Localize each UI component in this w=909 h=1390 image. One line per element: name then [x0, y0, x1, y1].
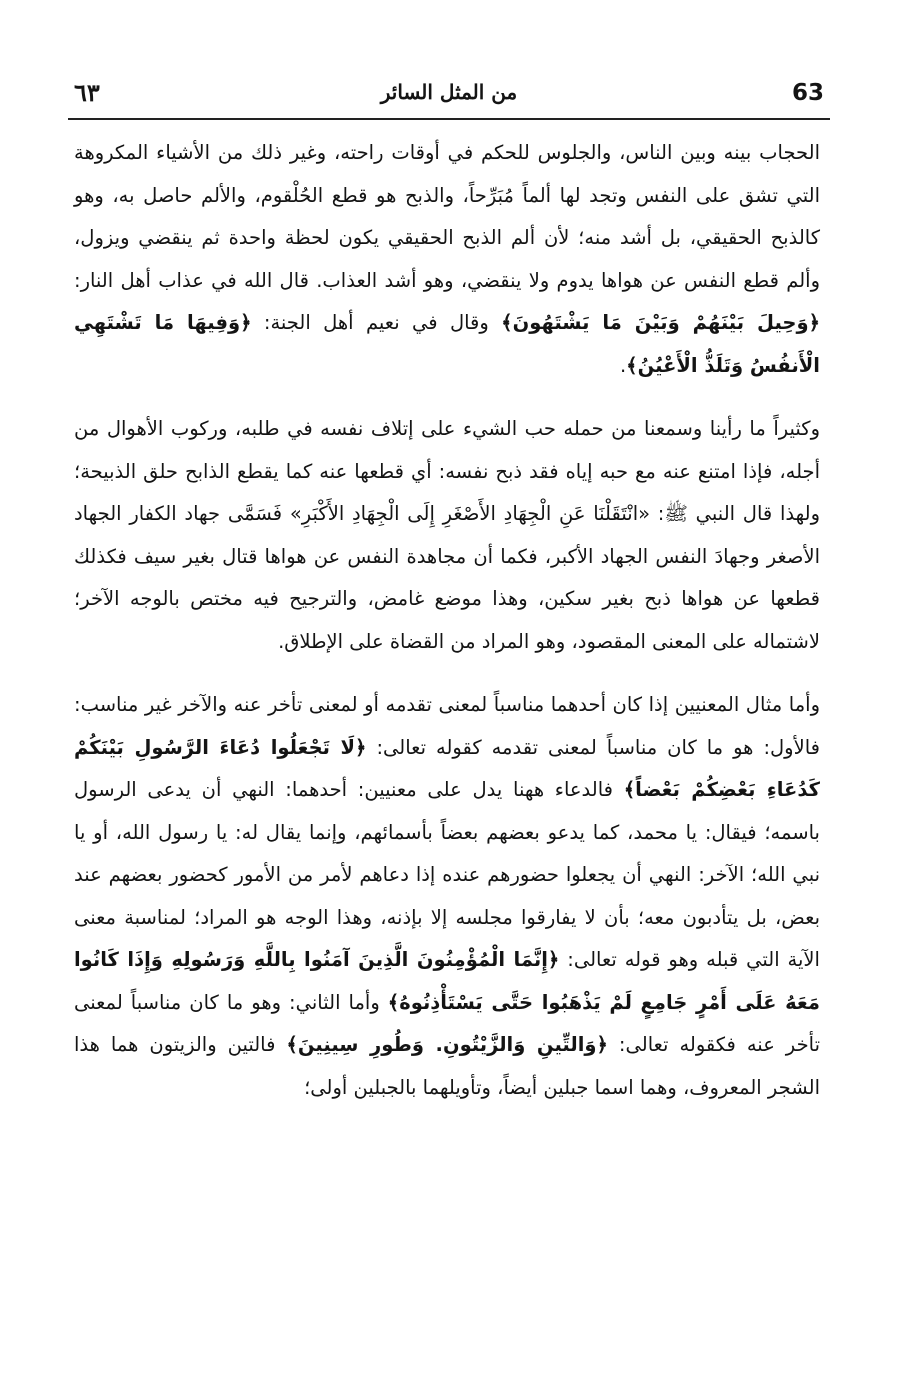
running-title: من المثل السائر [380, 80, 518, 104]
text-segment: وكثيراً ما رأينا وسمعنا من حمله حب الشيء على إتلاف نفسه في طلبه، وركوب الأهوال من أجله، فإذا امتنع عنه مع حبه إياه فقد ذبح نفسه: أي قطعها عنه كما يقطع الذابح حلق الذبيحة؛ ولهذا قال النبي ﷺ: «انْتَقَلْنَا عَنِ الْجِهَادِ الأَصْغَرِ إِلَى الْجِهَادِ الأَكْبَرِ» فَسَمَّى جهاد الكفار الجهاد الأصغر وجهادَ النفس الجهاد الأكبر، فكما أن مجاهدة النفس عن هواها قتال بغير سيف فكذلك قطعها عن هواها ذبح بغير سكين، وهذا موضع غامض، والترجيح فيه مختص بالوجه الآخر؛ لاشتماله على المعنى المقصود، وهو المراد من القضاة على الإطلاق. [74, 417, 820, 653]
paragraph [74, 132, 820, 387]
quran-quote: ﴿وَالتِّينِ وَالزَّيْتُونِ. وَطُورِ سِينِينَ﴾ [286, 1033, 608, 1056]
quran-quote: ﴿وَحِيلَ بَيْنَهُمْ وَبَيْنَ مَا يَشْتَهُونَ﴾ [501, 311, 821, 334]
body-text [74, 132, 820, 1109]
paragraph [74, 408, 820, 663]
paragraph [74, 684, 820, 1109]
text-segment: وأما الثاني: وهو ما كان مناسباً لمعنى تأخر عنه فكقوله تعالى: [74, 990, 820, 1056]
text-segment: الحجاب بينه وبين الناس، والجلوس للحكم في أوقات راحته، وغير ذلك من الأشياء المكروهة التي تشق على النفس وتجد لها ألماً مُبَرِّحاً، والذبح هو قطع الحُلْقوم، والألم حاصل به، وهو كالذبح الحقيقي، بل أشد منه؛ لأن ألم الذبح الحقيقي يكون لحظة واحدة ثم ينقضي ويزول، وألم قطع النفس عن هواها يدوم ولا ينقضي، وهو أشد العذاب. قال الله في عذاب أهل النار: [74, 141, 820, 292]
page-number-latin: 63 [791, 80, 824, 106]
quran-quote: ﴿إِنَّمَا الْمُؤْمِنُونَ الَّذِينَ آمَنُوا بِاللَّهِ وَرَسُولِهِ وَإِذَا كَانُوا مَعَهُ عَلَى أَمْرٍ جَامِعٍ لَمْ يَذْهَبُوا حَتَّى يَسْتَأْذِنُوهُ﴾ [74, 948, 820, 1014]
page-number-arabic: ٦٣ [74, 78, 100, 107]
text-segment: فالدعاء ههنا يدل على معنيين: أحدهما: النهي أن يدعى الرسول باسمه؛ فيقال: يا محمد، كما يدعو بعضهم بعضاً بأسمائهم، وإنما يقال له: يا رسول الله، أو يا نبي الله؛ الآخر: النهي أن يجعلوا حضورهم عنده إذا دعاهم لأمر من الأمور كحضور بعضهم عند بعض، بل يتأدبون معه؛ بأن لا يفارقوا مجلسه إلا بإذنه، وهذا الوجه هو المراد؛ لمناسبة معنى الآية التي قبله وهو قوله تعالى: [74, 778, 820, 971]
text-segment: فالتين والزيتون هما هذا الشجر المعروف، وهما اسما جبلين أيضاً، وتأويلهما بالجبلين أولى؛ [74, 1033, 820, 1099]
text-segment: وأما مثال المعنيين إذا كان أحدهما مناسباً لمعنى تقدمه أو لمعنى تأخر عنه والآخر غير مناسب: فالأول: هو ما كان مناسباً لمعنى تقدمه كقوله تعالى: [74, 693, 820, 759]
page-header [68, 72, 830, 120]
quran-quote: ﴿لَا تَجْعَلُوا دُعَاءَ الرَّسُولِ بَيْنَكُمْ كَدُعَاءِ بَعْضِكُمْ بَعْضاً﴾ [74, 735, 820, 801]
text-segment: وقال في نعيم أهل الجنة: [251, 311, 502, 334]
text-segment: . [619, 353, 627, 377]
quran-quote: ﴿وَفِيهَا مَا تَشْتَهِي الْأَنفُسُ وَتَلَذُّ الْأَعْيُنُ﴾ [74, 311, 820, 377]
